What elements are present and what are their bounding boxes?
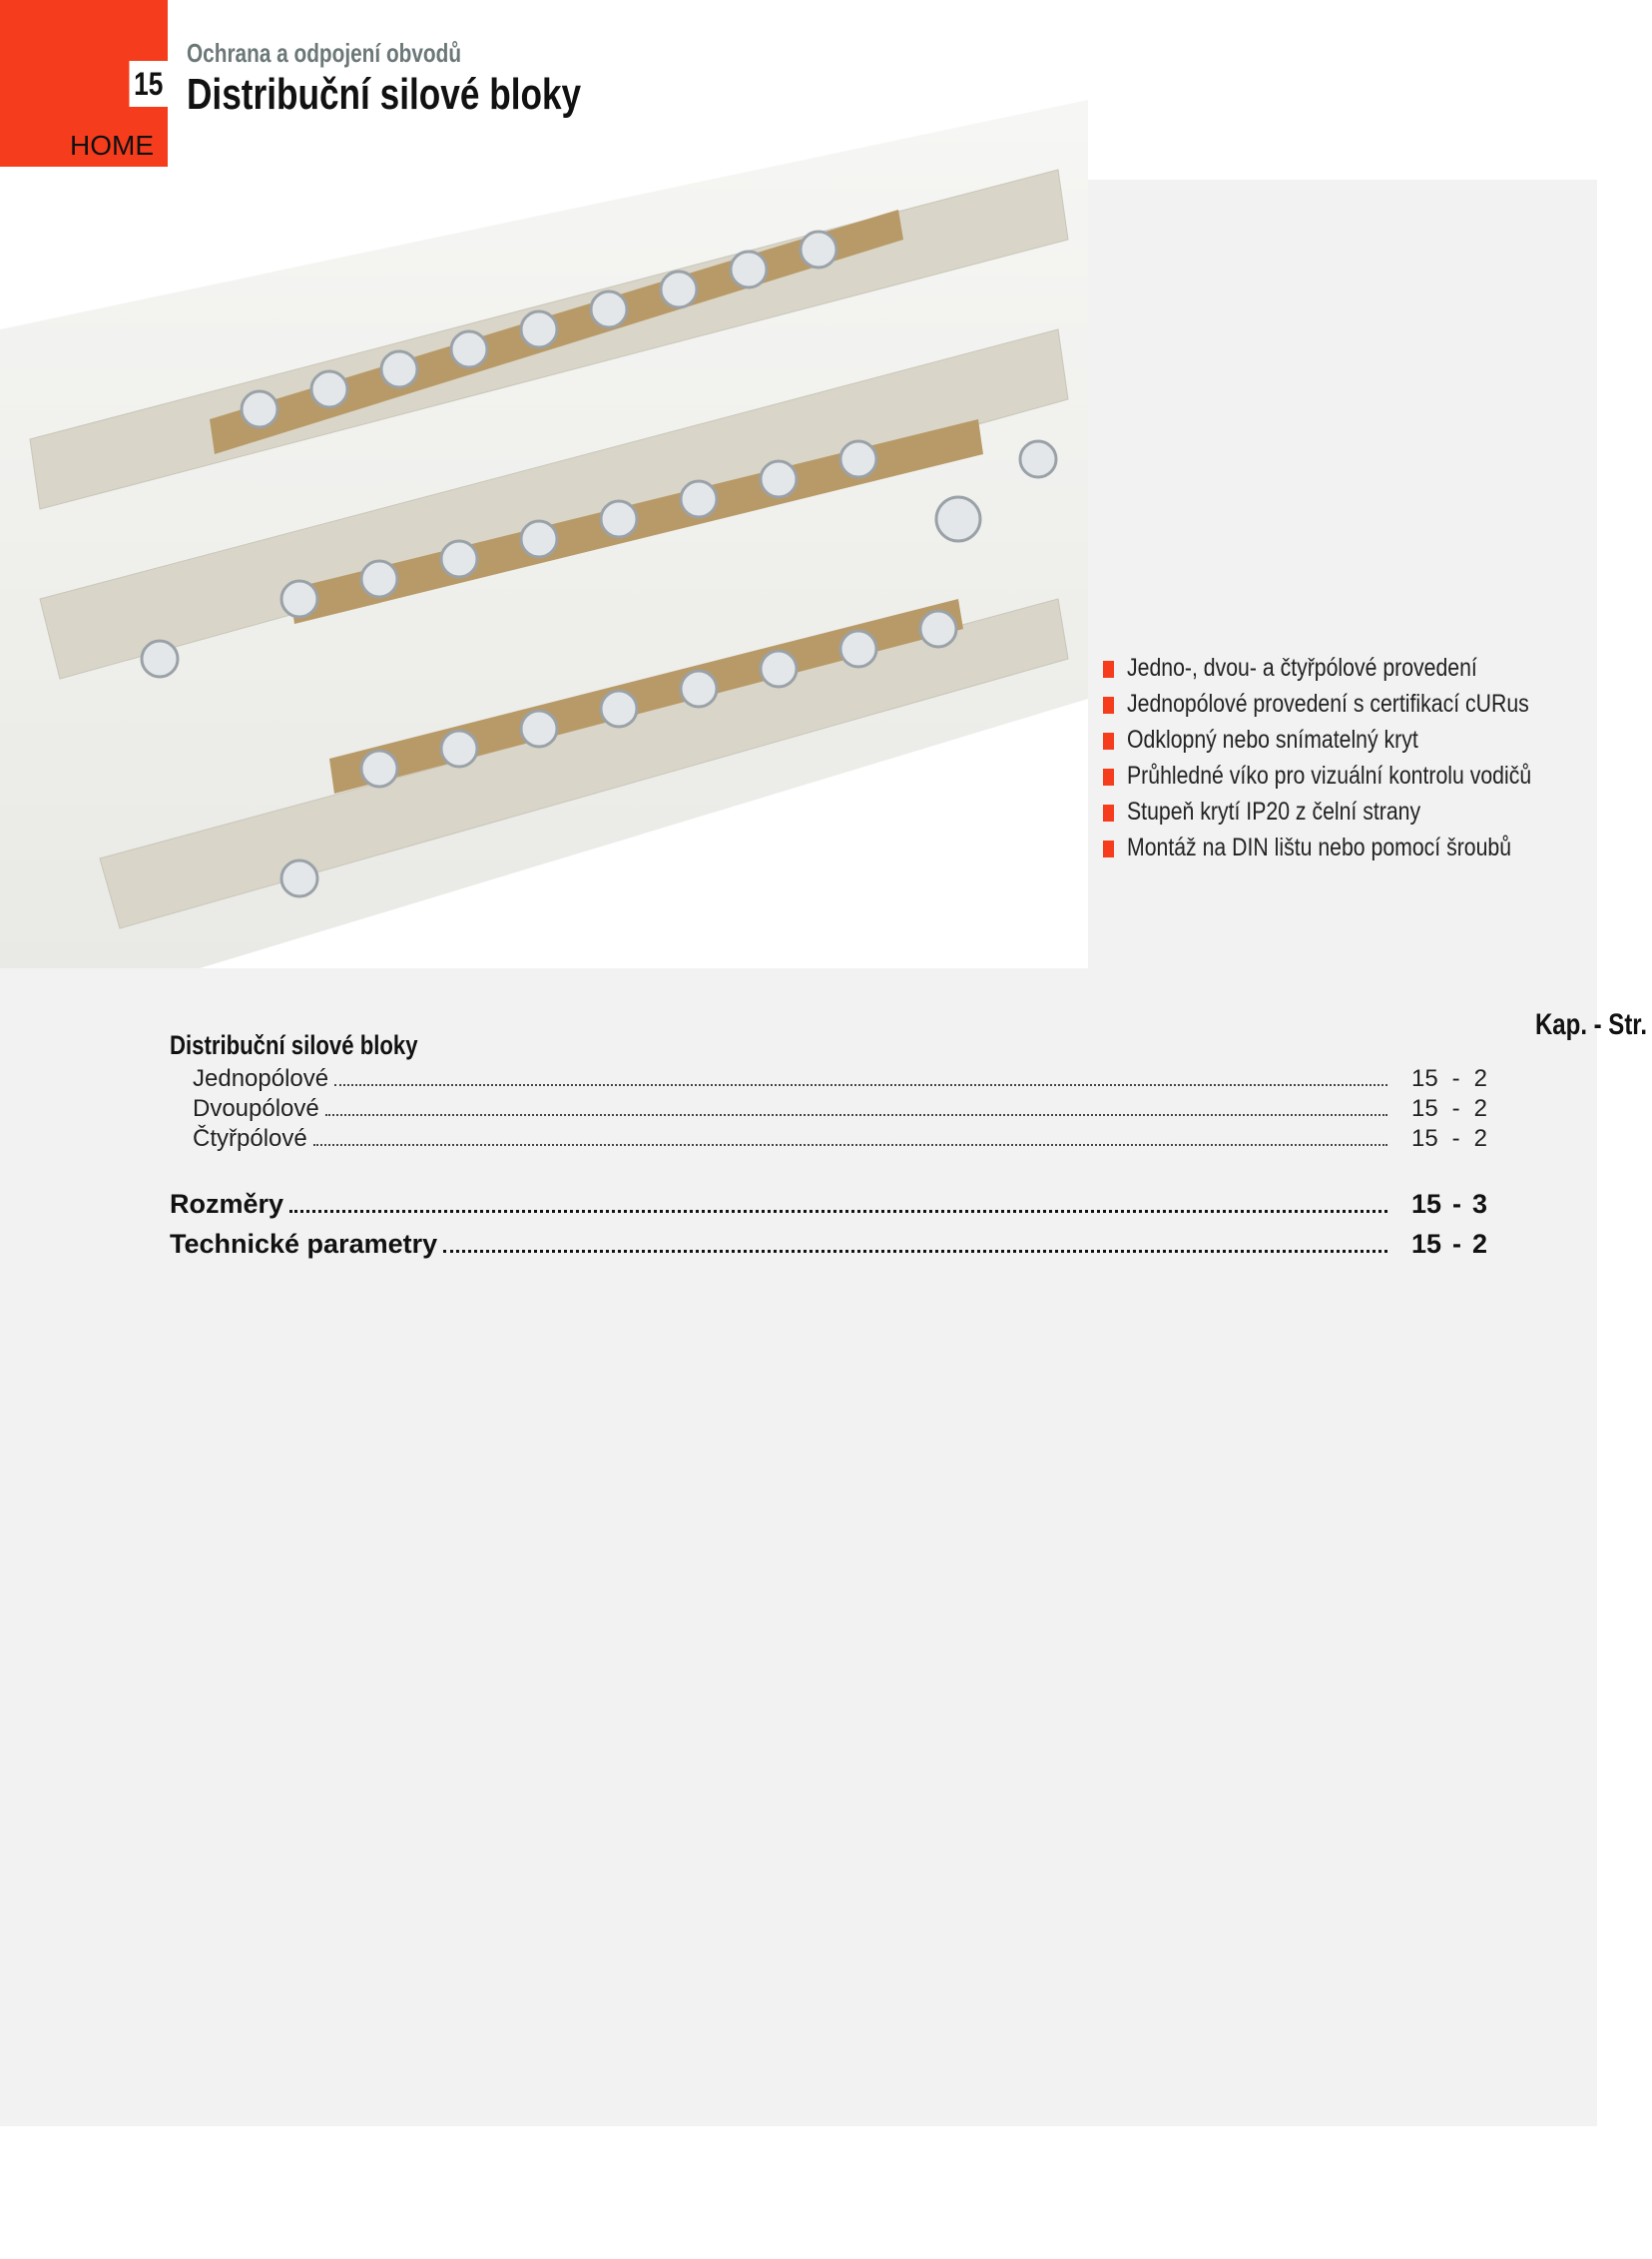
section-subtitle: Ochrana a odpojení obvodů [187, 38, 462, 68]
feature-item: Jednopólové provedení s certifikací cURus [1103, 690, 1572, 719]
bullet-icon [1103, 733, 1114, 750]
home-link[interactable]: HOME [70, 130, 154, 161]
dot-leader [313, 1144, 1387, 1146]
dot-leader [325, 1114, 1387, 1116]
dot-leader [334, 1084, 1387, 1086]
toc-entry-ctyrpolove[interactable]: Čtyřpólové 15 - 2 [193, 1125, 1487, 1152]
feature-item: Jedno-, dvou- a čtyřpólové provedení [1103, 654, 1572, 683]
feature-item: Montáž na DIN lištu nebo pomocí šroubů [1103, 834, 1572, 862]
bullet-icon [1103, 697, 1114, 714]
feature-list [1103, 654, 1572, 869]
toc-entry-dvoupolove[interactable]: Dvoupólové 15 - 2 [193, 1095, 1487, 1122]
feature-item: Odklopný nebo snímatelný kryt [1103, 726, 1572, 755]
bullet-icon [1103, 805, 1114, 822]
feature-item: Průhledné víko pro vizuální kontrolu vodičů [1103, 762, 1572, 791]
toc-entry-jednopolove[interactable]: Jednopólové 15 - 2 [193, 1065, 1487, 1092]
chapter-number: 15 [129, 61, 168, 107]
bullet-icon [1103, 661, 1114, 678]
toc-entry-rozmery[interactable]: Rozměry 15 - 3 [170, 1189, 1487, 1219]
toc-column-header: Kap. - Str. [1534, 1008, 1647, 1041]
toc-entry-technicke-parametry[interactable]: Technické parametry 15 - 2 [170, 1229, 1487, 1259]
dot-leader [289, 1210, 1387, 1213]
bullet-icon [1103, 841, 1114, 857]
dot-leader [443, 1250, 1387, 1253]
toc-section-heading: Distribuční silové bloky [170, 1030, 418, 1060]
feature-item: Stupeň krytí IP20 z čelní strany [1103, 798, 1572, 827]
page-title: Distribuční silové bloky [187, 70, 582, 119]
bullet-icon [1103, 769, 1114, 786]
